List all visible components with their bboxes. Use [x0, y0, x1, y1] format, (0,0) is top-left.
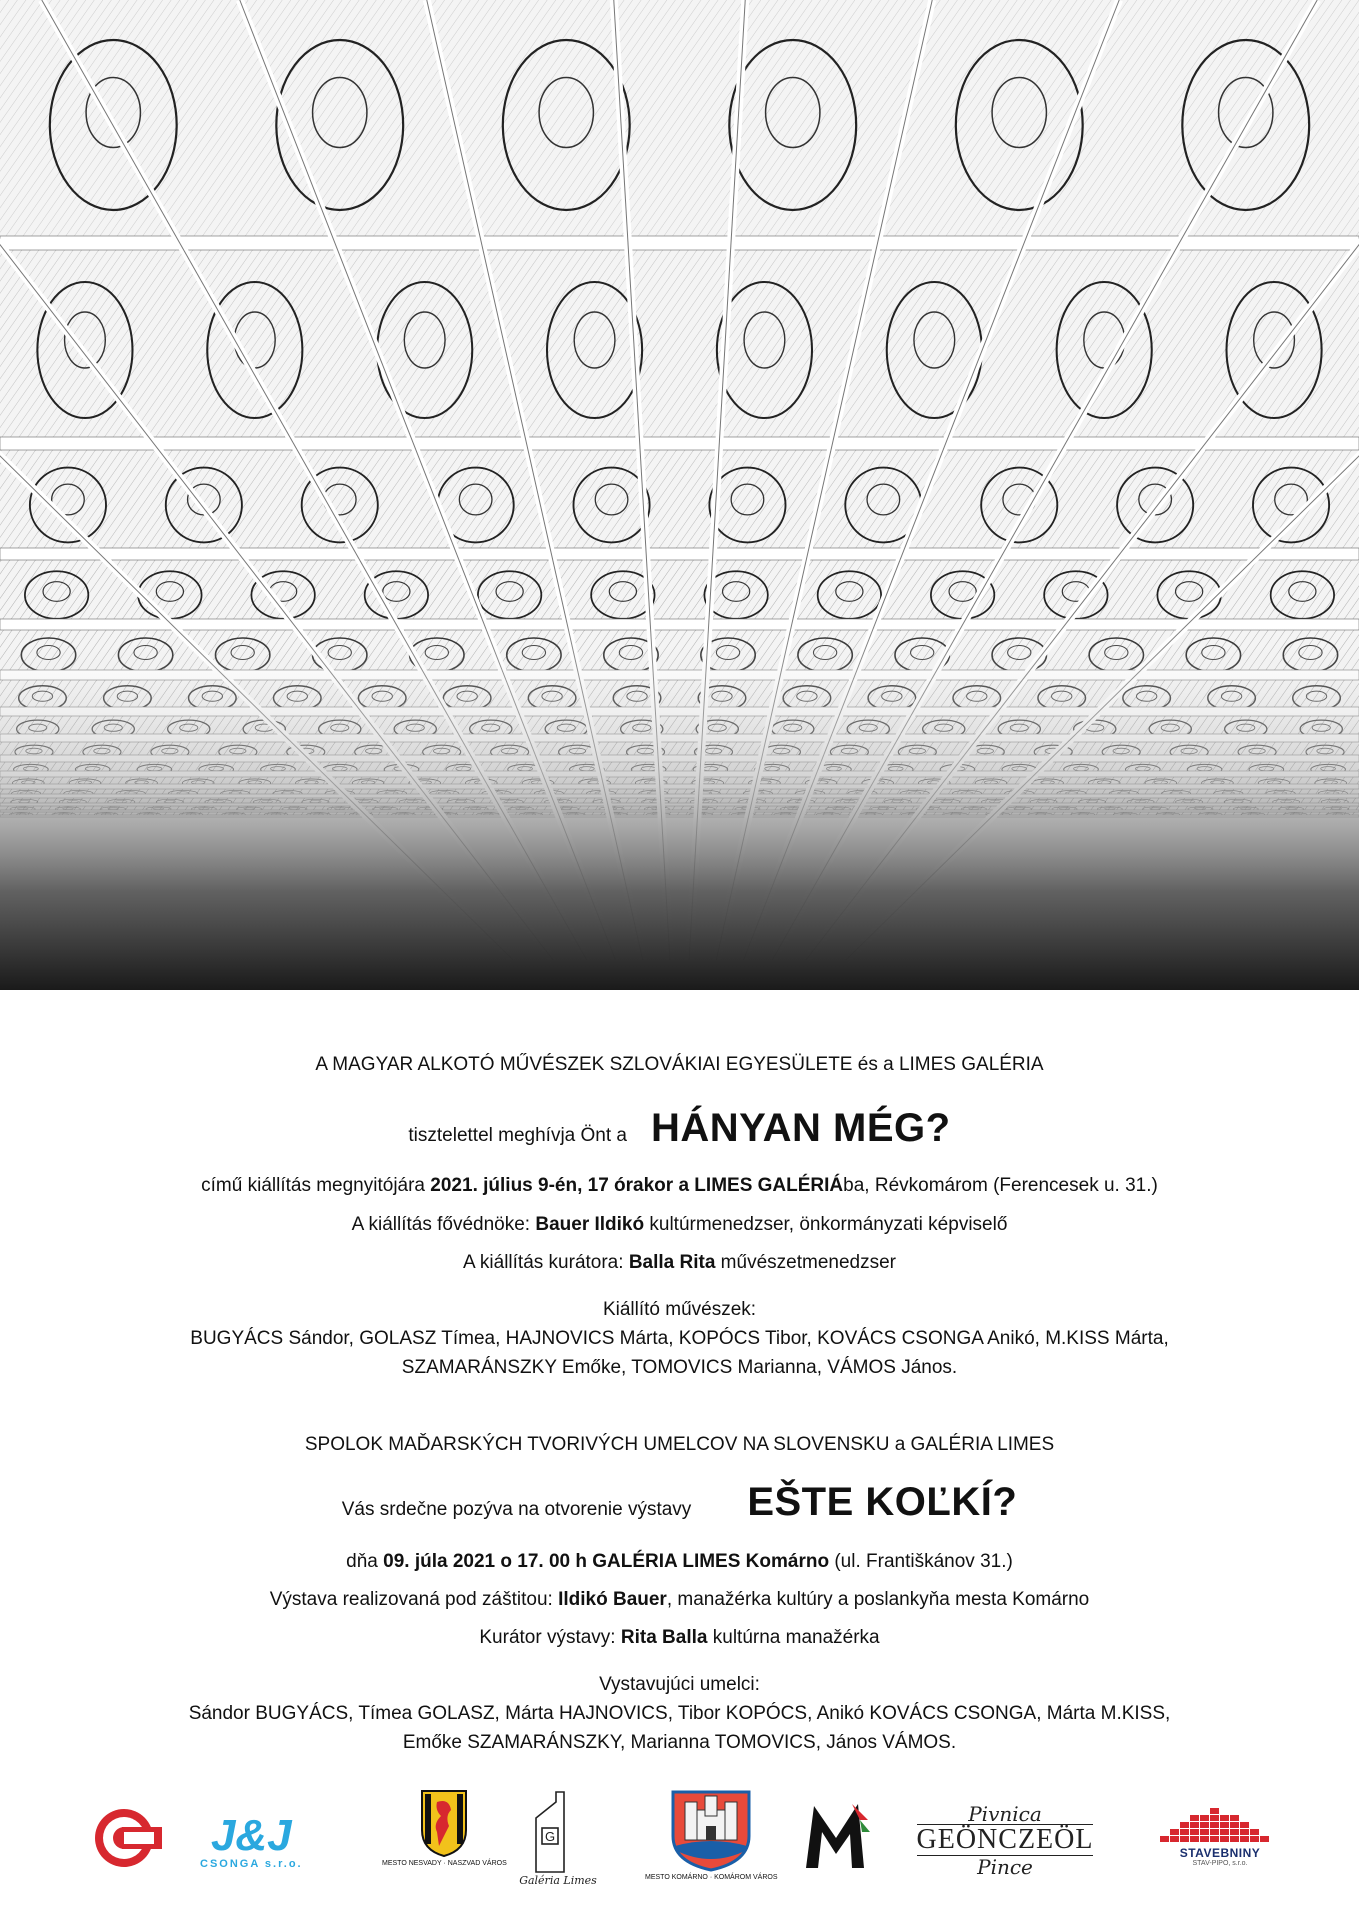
- hu-opening-place: ba, Révkomárom (Ferencesek u. 31.): [843, 1175, 1158, 1196]
- sk-patron-label: Výstava realizovaná pod záštitou:: [269, 1589, 559, 1610]
- sk-invitation-row: [0, 1480, 1359, 1525]
- sk-curator-line: [0, 1626, 1359, 1650]
- hu-curator-name: Balla Rita: [628, 1252, 716, 1273]
- nesvady-caption: MESTO NESVADY · NASZVAD VÁROS: [382, 1860, 507, 1867]
- m-mark-icon: [800, 1798, 872, 1874]
- svg-text:G: G: [544, 1829, 556, 1844]
- logo-m-mark: [800, 1798, 872, 1874]
- pivnica-top: Pivnica: [968, 1802, 1042, 1826]
- hu-opening-date: 2021. július 9-én, 17 órakor a LIMES GALÉRIÁ: [430, 1175, 844, 1196]
- sk-artists-line-2: Emőke SZAMARÁNSZKY, Marianna TOMOVICS, János VÁMOS.: [402, 1732, 957, 1753]
- sk-patron-role: , manažérka kultúry a poslankyňa mesta Komárno: [666, 1589, 1090, 1610]
- galeria-limes-label: Galéria Limes: [519, 1874, 597, 1887]
- hu-opening-pre: című kiállítás megnyitójára: [201, 1175, 431, 1196]
- logo-stavebniny: [1165, 1806, 1275, 1867]
- logo-galeria-limes: [519, 1788, 597, 1887]
- hu-patron-role: kultúrmenedzser, önkormányzati képviselő: [644, 1214, 1008, 1235]
- jj-subtitle: CSONGA s.r.o.: [200, 1858, 303, 1870]
- hu-exhibition-title: HÁNYAN MÉG?: [651, 1106, 951, 1150]
- hu-curator-label: A kiállítás kurátora:: [463, 1252, 629, 1273]
- sk-patron-line: [0, 1588, 1359, 1612]
- jj-wordmark: J&J: [210, 1811, 292, 1860]
- hu-invitation-row: [0, 1106, 1359, 1151]
- sk-opening-place: (ul. Františkánov 31.): [829, 1551, 1013, 1572]
- komarno-coat-of-arms-icon: [669, 1788, 753, 1872]
- komarno-caption: MESTO KOMÁRNO · KOMÁROM VÁROS: [645, 1874, 778, 1881]
- sk-curator-name: Rita Balla: [620, 1627, 708, 1648]
- hu-patron-name: Bauer Ildikó: [535, 1214, 645, 1235]
- stavebniny-brick-pyramid-icon: [1165, 1806, 1275, 1846]
- logo-nesvady: [382, 1788, 507, 1867]
- pivnica-main: GEÖNCZEÖL: [916, 1824, 1094, 1855]
- sk-opening-pre: dňa: [346, 1551, 384, 1572]
- sk-curator-role: kultúrna manažérka: [707, 1627, 880, 1648]
- sk-opening-date: 09. júla 2021 o 17. 00 h GALÉRIA LIMES Komárno: [383, 1551, 830, 1572]
- hu-organizers: A MAGYAR ALKOTÓ MŰVÉSZEK SZLOVÁKIAI EGYESÜLETE és a LIMES GALÉRIA: [315, 1054, 1044, 1075]
- hu-opening-line: [0, 1174, 1359, 1198]
- nesvady-coat-of-arms-icon: [419, 1788, 469, 1858]
- pivnica-bottom: Pince: [977, 1855, 1033, 1879]
- logo-pivnica-geonczeol: [915, 1804, 1095, 1878]
- sk-artists-heading: Vystavujúci umelci:: [599, 1674, 760, 1695]
- sk-patron-name: Ildikó Bauer: [558, 1589, 667, 1610]
- hu-curator-line: [0, 1251, 1359, 1275]
- hu-curator-role: művészetmenedzser: [715, 1252, 896, 1273]
- sponsor-logos: [0, 1788, 1359, 1898]
- galeria-limes-building-icon: [519, 1788, 597, 1887]
- sk-exhibition-title: EŠTE KOĽKÍ?: [747, 1480, 1018, 1524]
- hu-patron-label: A kiállítás fővédnöke:: [351, 1214, 536, 1235]
- sk-curator-label: Kurátor výstavy:: [479, 1627, 621, 1648]
- logo-jj-csonga: [200, 1811, 303, 1870]
- logo-komarno: [645, 1788, 778, 1881]
- hu-artists-line-2: SZAMARÁNSZKY Emőke, TOMOVICS Marianna, VÁMOS János.: [401, 1357, 958, 1378]
- logo-c-roundel: [92, 1798, 156, 1878]
- hu-artists-line-1: BUGYÁCS Sándor, GOLASZ Tímea, HAJNOVICS Márta, KOPÓCS Tibor, KOVÁCS CSONGA Anikó, M.KISS Márta,: [190, 1328, 1169, 1349]
- sk-opening-line: [0, 1550, 1359, 1574]
- hu-patron-line: [0, 1213, 1359, 1237]
- hu-artists-heading: Kiállító művészek:: [602, 1299, 757, 1320]
- sk-artists-line-1: Sándor BUGYÁCS, Tímea GOLASZ, Márta HAJNOVICS, Tibor KOPÓCS, Anikó KOVÁCS CSONGA, Márta M.KISS,: [188, 1703, 1171, 1724]
- sk-invite-lead: Vás srdečne pozýva na otvorenie výstavy: [341, 1499, 692, 1520]
- hu-invite-lead: tisztelettel meghívja Önt a: [408, 1125, 627, 1146]
- stavebniny-main: STAVEBNINY: [1179, 1846, 1261, 1860]
- c-roundel-icon: [92, 1798, 156, 1878]
- stavebniny-sub: STAV-PIPO, s.r.o.: [1192, 1860, 1248, 1867]
- sk-organizers: SPOLOK MAĎARSKÝCH TVORIVÝCH UMELCOV NA SLOVENSKU a GALÉRIA LIMES: [304, 1434, 1055, 1455]
